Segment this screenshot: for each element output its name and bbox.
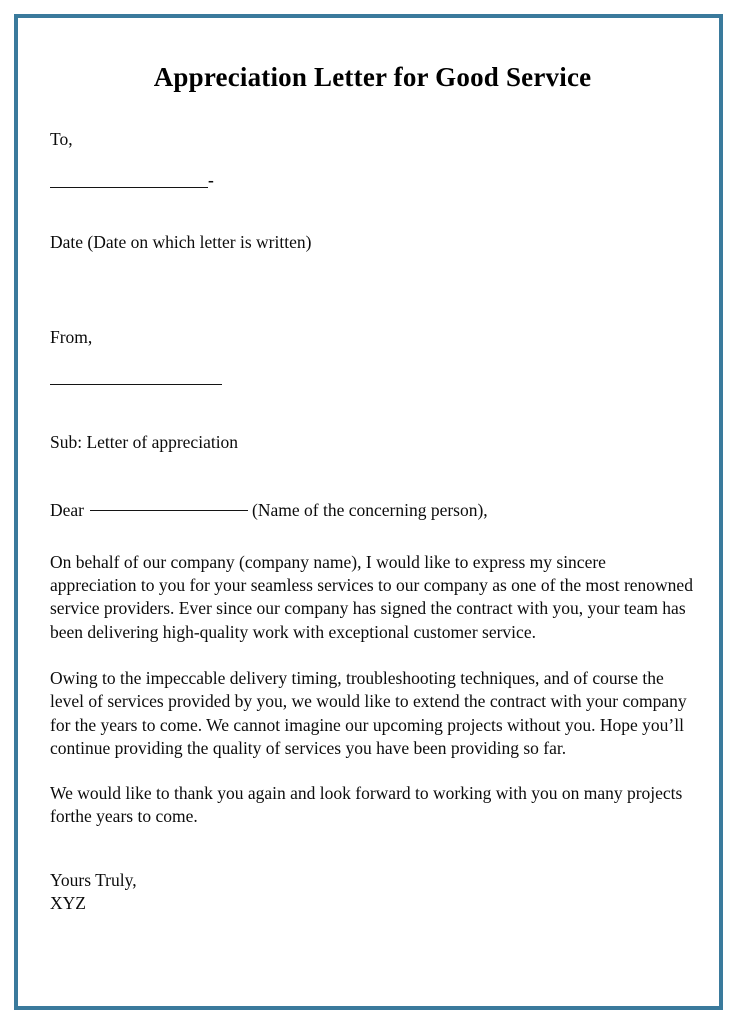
body-paragraph-2: Owing to the impeccable delivery timing, troubleshooting techniques, and of course the level of services provided by you, we would like to extend the contract with your company for the years to come. We cannot imagine our upcoming projects without you. Hope you’ll continue providing the quality of services you have been providing so far.: [50, 667, 687, 758]
salutation-prefix: Dear: [50, 500, 85, 521]
closing-block: [50, 869, 695, 916]
name-blank-line: [90, 510, 248, 511]
valediction: Yours Truly,: [50, 869, 137, 890]
letter-content: [50, 0, 695, 915]
body-paragraph-1: On behalf of our company (company name), I would like to express my sincere appreciation to you for your seamless services to our company as one of the most renowned service providers. Ever since our company has signed the contract with you, your team has been delivering high-quality work with exceptional customer service.: [50, 551, 693, 642]
subject-line: Sub: Letter of appreciation: [50, 432, 239, 453]
signature: XYZ: [50, 893, 86, 914]
from-label: From,: [50, 326, 93, 347]
recipient-blank-row: [50, 169, 695, 197]
sender-blank-row: [50, 371, 695, 394]
recipient-blank-suffix: -: [208, 169, 214, 190]
letter-title: Appreciation Letter for Good Service: [153, 62, 592, 92]
recipient-blank-line: [50, 187, 208, 188]
salutation-suffix: (Name of the concerning person),: [252, 500, 488, 521]
date-placeholder-line: Date (Date on which letter is written): [50, 231, 312, 252]
to-label: To,: [50, 129, 73, 150]
sender-blank-line: [50, 384, 222, 385]
salutation-line: [50, 499, 695, 522]
body-paragraph-3: We would like to thank you again and look forward to working with you on many projects forthe years to come.: [50, 783, 683, 827]
